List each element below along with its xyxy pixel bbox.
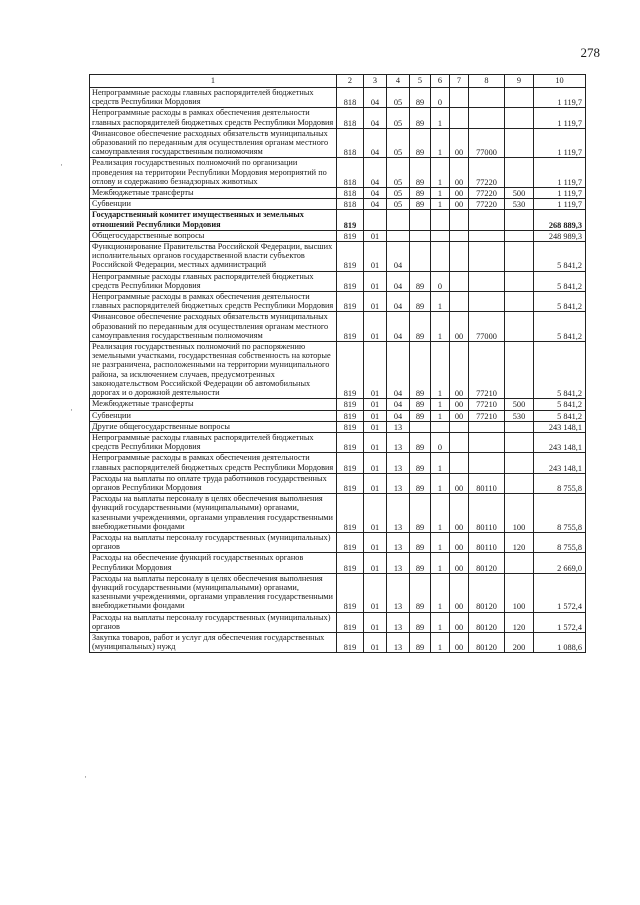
code-cell: 89 (410, 473, 431, 493)
amount-cell: 5 841,2 (534, 399, 586, 410)
col-header: 4 (387, 75, 410, 88)
code-cell: 1 (431, 612, 450, 632)
code-cell (505, 242, 534, 272)
row-name-cell: Расходы на выплаты персоналу в целях обеспечения выполнения функций государственными (муниципальными) органами, казенными учреждениями, органами управления государственными внебюджетными фондами (90, 494, 337, 533)
code-cell: 89 (410, 573, 431, 612)
code-cell: 100 (505, 494, 534, 533)
code-cell (469, 210, 505, 230)
code-cell: 1 (431, 292, 450, 312)
code-cell: 01 (364, 612, 387, 632)
amount-cell: 243 148,1 (534, 432, 586, 452)
code-cell (505, 128, 534, 158)
code-cell (431, 421, 450, 432)
code-cell: 80110 (469, 532, 505, 552)
code-cell: 89 (410, 188, 431, 199)
code-cell: 00 (450, 199, 469, 210)
code-cell: 0 (431, 432, 450, 452)
table-row (90, 410, 586, 421)
row-name-cell: Непрограммные расходы в рамках обеспечения деятельности главных распорядителей бюджетных средств Республики Мордовия (90, 108, 337, 128)
code-cell: 77220 (469, 158, 505, 188)
code-cell: 80120 (469, 612, 505, 632)
code-cell: 04 (387, 410, 410, 421)
amount-cell: 5 841,2 (534, 312, 586, 342)
table-row (90, 532, 586, 552)
code-cell (450, 108, 469, 128)
code-cell (505, 230, 534, 241)
code-cell (469, 421, 505, 432)
code-cell: 1 (431, 453, 450, 473)
table-row (90, 494, 586, 533)
code-cell: 13 (387, 432, 410, 452)
code-cell: 01 (364, 410, 387, 421)
code-cell (410, 421, 431, 432)
code-cell (431, 210, 450, 230)
table-row (90, 108, 586, 128)
code-cell: 819 (337, 399, 364, 410)
code-cell: 00 (450, 532, 469, 552)
code-cell: 818 (337, 108, 364, 128)
col-header: 10 (534, 75, 586, 88)
row-name-cell: Межбюджетные трансферты (90, 188, 337, 199)
code-cell: 13 (387, 421, 410, 432)
code-cell: 818 (337, 88, 364, 108)
code-cell (387, 230, 410, 241)
code-cell (387, 210, 410, 230)
code-cell: 04 (364, 199, 387, 210)
code-cell: 77210 (469, 410, 505, 421)
code-cell (469, 242, 505, 272)
code-cell: 818 (337, 158, 364, 188)
code-cell: 80110 (469, 473, 505, 493)
amount-cell: 243 148,1 (534, 421, 586, 432)
amount-cell: 243 148,1 (534, 453, 586, 473)
code-cell (505, 312, 534, 342)
table-row (90, 292, 586, 312)
code-cell: 80110 (469, 494, 505, 533)
code-cell: 0 (431, 88, 450, 108)
code-cell (450, 210, 469, 230)
code-cell: 819 (337, 432, 364, 452)
code-cell: 01 (364, 494, 387, 533)
code-cell: 05 (387, 88, 410, 108)
code-cell: 00 (450, 473, 469, 493)
code-cell: 1 (431, 494, 450, 533)
code-cell: 1 (431, 553, 450, 573)
col-header: 8 (469, 75, 505, 88)
code-cell: 01 (364, 342, 387, 399)
code-cell: 1 (431, 632, 450, 652)
code-cell: 13 (387, 532, 410, 552)
code-cell: 89 (410, 128, 431, 158)
row-name-cell: Субвенции (90, 410, 337, 421)
code-cell (505, 210, 534, 230)
amount-cell: 5 841,2 (534, 342, 586, 399)
code-cell (450, 242, 469, 272)
code-cell: 1 (431, 473, 450, 493)
col-header: 1 (90, 75, 337, 88)
code-cell: 819 (337, 312, 364, 342)
margin-mark: · (70, 405, 73, 415)
page-number: 278 (580, 45, 600, 60)
code-cell: 819 (337, 573, 364, 612)
table-row (90, 553, 586, 573)
code-cell (469, 292, 505, 312)
code-cell (505, 453, 534, 473)
code-cell: 819 (337, 271, 364, 291)
code-cell (469, 271, 505, 291)
code-cell: 80120 (469, 553, 505, 573)
col-header: 5 (410, 75, 431, 88)
code-cell: 89 (410, 453, 431, 473)
table-row (90, 188, 586, 199)
code-cell: 04 (364, 108, 387, 128)
code-cell: 00 (450, 342, 469, 399)
code-cell: 819 (337, 421, 364, 432)
code-cell (505, 553, 534, 573)
table-row (90, 573, 586, 612)
code-cell: 819 (337, 532, 364, 552)
amount-cell: 1 119,7 (534, 108, 586, 128)
col-header: 2 (337, 75, 364, 88)
col-header: 3 (364, 75, 387, 88)
code-cell: 01 (364, 532, 387, 552)
code-cell (364, 210, 387, 230)
code-cell: 120 (505, 532, 534, 552)
code-cell: 1 (431, 158, 450, 188)
code-cell: 89 (410, 271, 431, 291)
code-cell (469, 453, 505, 473)
code-cell: 500 (505, 188, 534, 199)
table-row (90, 199, 586, 210)
col-header: 9 (505, 75, 534, 88)
amount-cell: 5 841,2 (534, 242, 586, 272)
code-cell: 819 (337, 473, 364, 493)
row-name-cell: Реализация государственных полномочий по организации проведения на территории Республики Мордовия мероприятий по отлову и содержанию безнадзорных животных (90, 158, 337, 188)
row-name-cell: Непрограммные расходы в рамках обеспечения деятельности главных распорядителей бюджетных средств Республики Мордовия (90, 292, 337, 312)
code-cell: 89 (410, 342, 431, 399)
amount-cell: 5 841,2 (534, 410, 586, 421)
code-cell: 04 (387, 292, 410, 312)
code-cell: 01 (364, 271, 387, 291)
code-cell: 04 (387, 312, 410, 342)
code-cell: 13 (387, 573, 410, 612)
table-row (90, 432, 586, 452)
table-row (90, 421, 586, 432)
code-cell: 1 (431, 188, 450, 199)
code-cell: 01 (364, 242, 387, 272)
code-cell (469, 230, 505, 241)
amount-cell: 2 669,0 (534, 553, 586, 573)
code-cell: 77210 (469, 342, 505, 399)
code-cell: 00 (450, 632, 469, 652)
code-cell (469, 88, 505, 108)
code-cell: 89 (410, 108, 431, 128)
amount-cell: 248 989,3 (534, 230, 586, 241)
row-name-cell: Непрограммные расходы главных распорядителей бюджетных средств Республики Мордовия (90, 271, 337, 291)
code-cell (469, 108, 505, 128)
code-cell: 77220 (469, 199, 505, 210)
code-cell: 100 (505, 573, 534, 612)
code-cell (450, 421, 469, 432)
code-cell: 04 (364, 88, 387, 108)
code-cell: 77000 (469, 128, 505, 158)
code-cell: 01 (364, 230, 387, 241)
row-name-cell: Субвенции (90, 199, 337, 210)
amount-cell: 1 119,7 (534, 88, 586, 108)
table-body (90, 88, 586, 653)
code-cell: 13 (387, 632, 410, 652)
code-cell: 77000 (469, 312, 505, 342)
code-cell (505, 473, 534, 493)
row-name-cell: Расходы на обеспечение функций государственных органов Республики Мордовия (90, 553, 337, 573)
code-cell: 500 (505, 399, 534, 410)
row-name-cell: Финансовое обеспечение расходных обязательств муниципальных образований по переданным для осуществления органам местного самоуправления государственным полномочиям (90, 312, 337, 342)
code-cell: 1 (431, 342, 450, 399)
code-cell: 818 (337, 188, 364, 199)
code-cell: 80120 (469, 573, 505, 612)
code-cell: 77220 (469, 188, 505, 199)
code-cell: 89 (410, 410, 431, 421)
amount-cell: 1 119,7 (534, 188, 586, 199)
col-header: 6 (431, 75, 450, 88)
amount-cell: 8 755,8 (534, 473, 586, 493)
code-cell: 00 (450, 553, 469, 573)
code-cell: 819 (337, 210, 364, 230)
code-cell: 01 (364, 453, 387, 473)
code-cell: 0 (431, 271, 450, 291)
code-cell (450, 453, 469, 473)
code-cell (410, 210, 431, 230)
code-cell: 04 (364, 188, 387, 199)
code-cell: 530 (505, 199, 534, 210)
table-row (90, 128, 586, 158)
code-cell (410, 230, 431, 241)
code-cell: 04 (387, 342, 410, 399)
amount-cell: 1 119,7 (534, 128, 586, 158)
code-cell: 04 (387, 242, 410, 272)
code-cell: 120 (505, 612, 534, 632)
code-cell: 04 (364, 128, 387, 158)
margin-mark: · (60, 160, 63, 170)
code-cell: 1 (431, 199, 450, 210)
amount-cell: 5 841,2 (534, 271, 586, 291)
code-cell (450, 88, 469, 108)
code-cell (450, 292, 469, 312)
code-cell: 01 (364, 312, 387, 342)
margin-mark: · (84, 772, 87, 782)
code-cell: 00 (450, 494, 469, 533)
table-row (90, 612, 586, 632)
code-cell (469, 432, 505, 452)
code-cell (450, 432, 469, 452)
code-cell: 818 (337, 128, 364, 158)
amount-cell: 1 088,6 (534, 632, 586, 652)
row-name-cell: Государственный комитет имущественных и земельных отношений Республики Мордовия (90, 210, 337, 230)
row-name-cell: Межбюджетные трансферты (90, 399, 337, 410)
code-cell: 00 (450, 128, 469, 158)
table-row (90, 210, 586, 230)
code-cell: 89 (410, 88, 431, 108)
code-cell: 1 (431, 399, 450, 410)
code-cell: 200 (505, 632, 534, 652)
code-cell: 00 (450, 312, 469, 342)
code-cell: 89 (410, 292, 431, 312)
table-row (90, 158, 586, 188)
row-name-cell: Расходы на выплаты персоналу государственных (муниципальных) органов (90, 612, 337, 632)
code-cell: 01 (364, 473, 387, 493)
table-row (90, 242, 586, 272)
code-cell: 1 (431, 532, 450, 552)
budget-table (89, 74, 586, 653)
code-cell (505, 108, 534, 128)
code-cell (505, 158, 534, 188)
amount-cell: 268 889,3 (534, 210, 586, 230)
row-name-cell: Непрограммные расходы в рамках обеспечения деятельности главных распорядителей бюджетных средств Республики Мордовия (90, 453, 337, 473)
code-cell: 77210 (469, 399, 505, 410)
code-cell: 89 (410, 399, 431, 410)
row-name-cell: Расходы на выплаты персоналу в целях обеспечения выполнения функций государственными (муниципальными) органами, казенными учреждениями, органами управления государственными внебюджетными фондами (90, 573, 337, 612)
code-cell: 819 (337, 230, 364, 241)
row-name-cell: Непрограммные расходы главных распорядителей бюджетных средств Республики Мордовия (90, 88, 337, 108)
code-cell: 819 (337, 632, 364, 652)
table-row (90, 342, 586, 399)
code-cell: 05 (387, 158, 410, 188)
code-cell: 01 (364, 573, 387, 612)
code-cell: 01 (364, 421, 387, 432)
col-header: 7 (450, 75, 469, 88)
row-name-cell: Функционирование Правительства Российской Федерации, высших исполнительных органов государственной власти субъектов Российской Федерации, местных администраций (90, 242, 337, 272)
table-row (90, 473, 586, 493)
code-cell: 819 (337, 453, 364, 473)
code-cell: 01 (364, 292, 387, 312)
code-cell: 04 (387, 399, 410, 410)
code-cell: 89 (410, 199, 431, 210)
code-cell (410, 242, 431, 272)
code-cell: 05 (387, 199, 410, 210)
row-name-cell: Общегосударственные вопросы (90, 230, 337, 241)
row-name-cell: Непрограммные расходы главных распорядителей бюджетных средств Республики Мордовия (90, 432, 337, 452)
code-cell: 89 (410, 432, 431, 452)
code-cell: 89 (410, 494, 431, 533)
table-row (90, 453, 586, 473)
code-cell: 89 (410, 158, 431, 188)
table-row (90, 312, 586, 342)
code-cell: 819 (337, 553, 364, 573)
code-cell: 819 (337, 494, 364, 533)
code-cell: 818 (337, 199, 364, 210)
code-cell: 01 (364, 553, 387, 573)
code-cell: 01 (364, 399, 387, 410)
code-cell: 819 (337, 410, 364, 421)
row-name-cell: Реализация государственных полномочий по распоряжению земельными участками, государственная собственность на которые не разграничена, расположенными на территории муниципального района, за исключением случаев, предусмотренных законодательством Российской Федерации об автомобильных дорогах и о дорожной деятельности (90, 342, 337, 399)
code-cell: 13 (387, 494, 410, 533)
code-cell (431, 230, 450, 241)
code-cell: 89 (410, 312, 431, 342)
code-cell: 1 (431, 573, 450, 612)
code-cell: 819 (337, 292, 364, 312)
amount-cell: 8 755,8 (534, 532, 586, 552)
code-cell: 1 (431, 410, 450, 421)
code-cell: 00 (450, 573, 469, 612)
amount-cell: 1 572,4 (534, 612, 586, 632)
code-cell: 13 (387, 553, 410, 573)
code-cell: 1 (431, 128, 450, 158)
table-row (90, 399, 586, 410)
code-cell: 80120 (469, 632, 505, 652)
code-cell: 05 (387, 188, 410, 199)
table-row (90, 230, 586, 241)
code-cell (505, 292, 534, 312)
code-cell: 00 (450, 612, 469, 632)
code-cell: 13 (387, 453, 410, 473)
table-row (90, 88, 586, 108)
code-cell: 00 (450, 410, 469, 421)
code-cell: 1 (431, 312, 450, 342)
code-cell: 00 (450, 399, 469, 410)
code-cell: 05 (387, 128, 410, 158)
code-cell (505, 432, 534, 452)
table-row (90, 271, 586, 291)
code-cell: 530 (505, 410, 534, 421)
row-name-cell: Финансовое обеспечение расходных обязательств муниципальных образований по переданным для осуществления органам местного самоуправления государственным полномочиям (90, 128, 337, 158)
row-name-cell: Расходы на выплаты персоналу государственных (муниципальных) органов (90, 532, 337, 552)
code-cell: 13 (387, 473, 410, 493)
header-row (90, 75, 586, 88)
code-cell: 89 (410, 532, 431, 552)
code-cell: 89 (410, 553, 431, 573)
amount-cell: 5 841,2 (534, 292, 586, 312)
code-cell (505, 342, 534, 399)
code-cell: 13 (387, 612, 410, 632)
code-cell: 04 (364, 158, 387, 188)
row-name-cell: Расходы на выплаты по оплате труда работников государственных органов Республики Мордовия (90, 473, 337, 493)
code-cell: 819 (337, 342, 364, 399)
code-cell (431, 242, 450, 272)
code-cell: 01 (364, 632, 387, 652)
code-cell (505, 421, 534, 432)
code-cell: 819 (337, 242, 364, 272)
code-cell: 05 (387, 108, 410, 128)
code-cell: 89 (410, 612, 431, 632)
code-cell: 89 (410, 632, 431, 652)
row-name-cell: Другие общегосударственные вопросы (90, 421, 337, 432)
amount-cell: 1 119,7 (534, 199, 586, 210)
code-cell: 00 (450, 158, 469, 188)
code-cell (450, 230, 469, 241)
code-cell: 00 (450, 188, 469, 199)
code-cell: 819 (337, 612, 364, 632)
code-cell: 01 (364, 432, 387, 452)
amount-cell: 1 119,7 (534, 158, 586, 188)
code-cell (505, 271, 534, 291)
table-row (90, 632, 586, 652)
code-cell: 04 (387, 271, 410, 291)
code-cell (505, 88, 534, 108)
code-cell: 1 (431, 108, 450, 128)
code-cell (450, 271, 469, 291)
row-name-cell: Закупка товаров, работ и услуг для обеспечения государственных (муниципальных) нужд (90, 632, 337, 652)
amount-cell: 1 572,4 (534, 573, 586, 612)
amount-cell: 8 755,8 (534, 494, 586, 533)
